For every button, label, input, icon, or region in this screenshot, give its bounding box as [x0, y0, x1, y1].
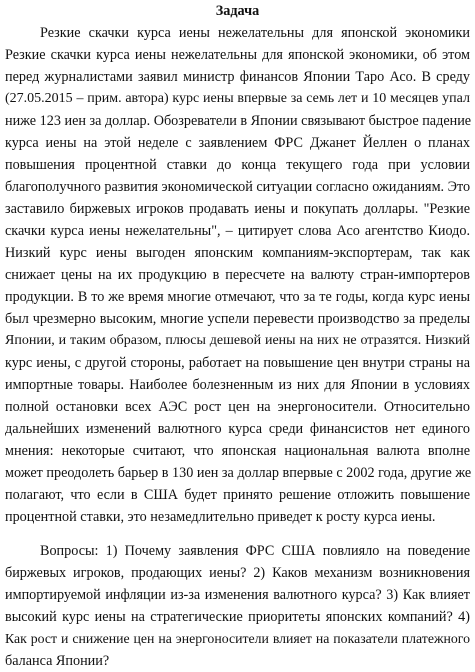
- body-line-18: дальнейших изменений валютного курса среди финансистов нет единого: [5, 421, 470, 437]
- body-line-19: мнения: некоторые считают, что японская национальная валюта вполне: [5, 443, 470, 459]
- body-line-9: скачки курса иены нежелательны", – цитирует слова Асо агентство Киодо.: [5, 223, 470, 239]
- body-line-12: продукции. В то же время многие отмечают, что за те годы, когда курс иены: [5, 289, 470, 305]
- body-line-6: повышения процентной ставки до конца текущего года при условии: [5, 157, 470, 173]
- body-line-11: снижает цены на их продукцию в пересчете на валюту стран-импортеров: [5, 267, 470, 283]
- body-line-20: может преодолеть барьер в 130 иен за доллар впервые с 2002 года, другие же: [5, 465, 472, 481]
- questions-line-6: баланса Японии?: [5, 653, 110, 669]
- body-line-1: Резкие скачки курса иены нежелательны для японской экономики, об этом: [5, 47, 470, 63]
- body-line-8: заставило биржевых игроков продавать иены и покупать доллары. "Резкие: [5, 201, 470, 217]
- questions-line-5: Как рост и снижение цен на энергоносители влияет на показатели платежного: [5, 631, 470, 646]
- body-line-14: Японии, и таким образом, плюсы дешевой иены на них не отразятся. Низкий: [5, 333, 470, 348]
- questions-line-4: высокий курс иены на стратегические приоритеты японских компаний? 4): [5, 609, 470, 625]
- body-line-17: полной остановки всех АЭС рост цен на энергоносители. Относительно: [5, 399, 470, 415]
- body-line-16: импортные товары. Наиболее болезненным из них для Японии в условиях: [5, 377, 470, 393]
- body-line-3: (27.05.2015 – прим. автора) курс иены впервые за семь лет и 10 месяцев упал: [5, 91, 470, 106]
- questions-line-1: Вопросы: 1) Почему заявления ФРС США повлияло на поведение: [40, 543, 470, 559]
- body-line-4: ниже 123 иен за доллар. Обозреватели в Японии связывают быстрое падение: [5, 113, 472, 129]
- headline-line: Резкие скачки курса иены нежелательны для японской экономики: [40, 25, 470, 41]
- body-line-22: процентной ставки, это незамедлительно приведет к росту курса иены.: [5, 509, 436, 525]
- questions-line-2: биржевых игроков, продающих иены? 2) Каков механизм возникновения: [5, 565, 470, 581]
- body-line-21: полагают, что если в США будет принято решение отложить повышение: [5, 487, 470, 503]
- document-title: Задача: [215, 3, 260, 19]
- body-line-10: Низкий курс иены выгоден японским компаниям-экспортерам, так как: [5, 245, 470, 261]
- questions-line-3: импортируемой инфляции из-за изменения валютного курса? 3) Как влияет: [5, 587, 470, 603]
- body-line-7: благополучного развития экономической ситуации согласно ожиданиям. Это: [5, 179, 471, 195]
- body-line-13: был чрезмерно высоким, многие успели перевести производство за пределы: [5, 311, 470, 327]
- body-line-15: курс иены, с другой стороны, работает на повышение цен внутри страны на: [5, 355, 470, 371]
- body-line-2: перед журналистами заявил министр финансов Японии Таро Асо. В среду: [5, 69, 470, 85]
- body-line-5: курса иены на этой неделе с заявлением ФРС Джанет Йеллен о планах: [5, 135, 470, 151]
